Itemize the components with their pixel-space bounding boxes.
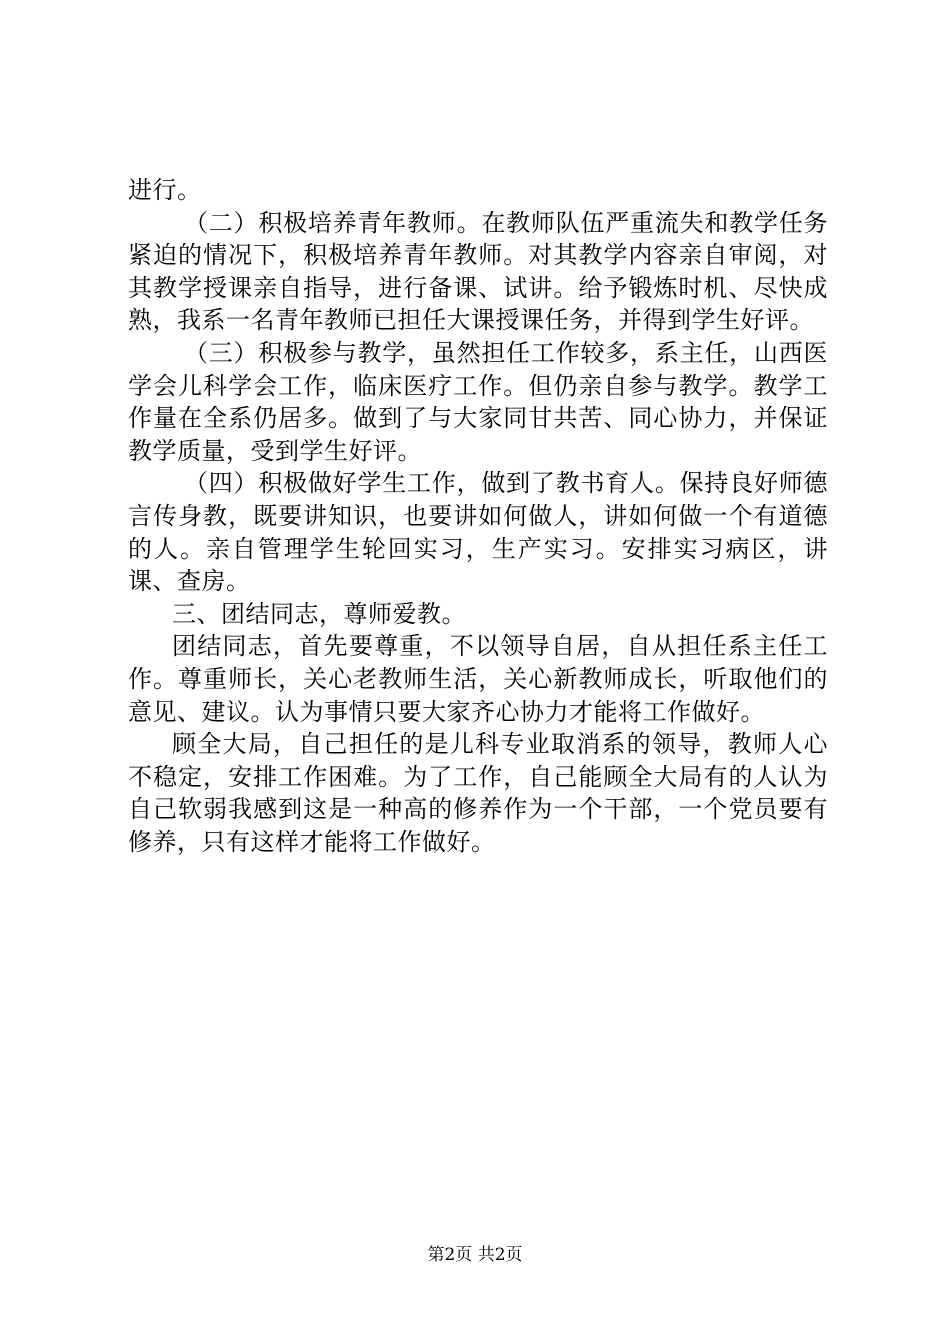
document-body — [128, 174, 828, 858]
page-footer: 第2页 共2页 — [427, 1245, 523, 1265]
paragraph-item-3: （三）积极参与教学，虽然担任工作较多，系主任，山西医学会儿科学会工作，临床医疗工作。但仍亲自参与教学。教学工作量在全系仍居多。做到了与大家同甘共苦、同心协力，并保证教学质量，受到学生好评。 — [128, 338, 828, 465]
paragraph-item-4: （四）积极做好学生工作，做到了教书育人。保持良好师德言传身教，既要讲知识，也要讲如何做人，讲如何做一个有道德的人。亲自管理学生轮回实习，生产实习。安排实习病区，讲课、查房。 — [128, 469, 828, 596]
paragraph-unity: 团结同志，首先要尊重，不以领导自居，自从担任系主任工作。尊重师长，关心老教师生活，关心新教师成长，听取他们的意见、建议。认为事情只要大家齐心协力才能将工作做好。 — [128, 632, 828, 726]
paragraph-continuation: 进行。 — [128, 176, 202, 204]
paragraph-item-2: （二）积极培养青年教师。在教师队伍严重流失和教学任务紧迫的情况下，积极培养青年教师。对其教学内容亲自审阅，对其教学授课亲自指导，进行备课、试讲。给予锻炼时机、尽快成熟，我系一名青年教师已担任大课授课任务，并得到学生好评。 — [128, 208, 828, 335]
paragraph-overall: 顾全大局，自己担任的是儿科专业取消系的领导，教师人心不稳定，安排工作困难。为了工作，自己能顾全大局有的人认为自己软弱我感到这是一种高的修养作为一个干部，一个党员要有修养，只有这样才能将工作做好。 — [128, 730, 828, 856]
section-heading-3: 三、团结同志，尊师爱教。 — [172, 599, 466, 628]
